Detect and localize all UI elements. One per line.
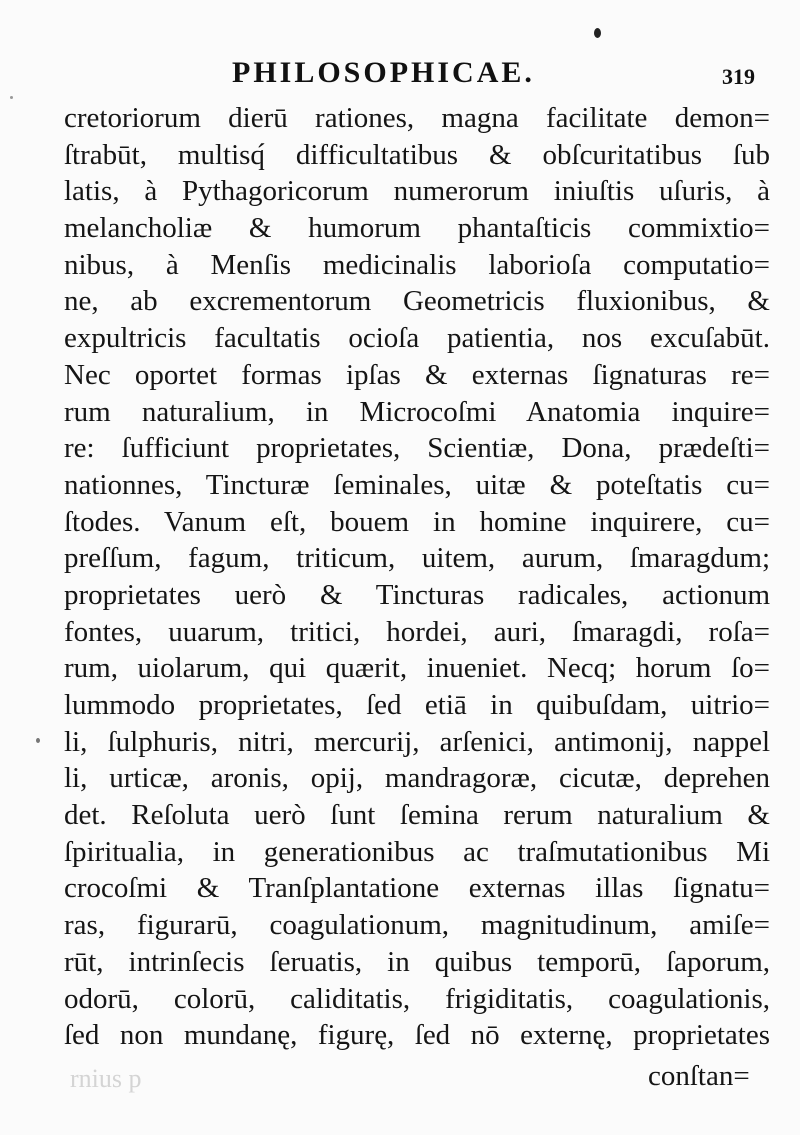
text-line: melancholiæ & humorum phantaſticis commixtio= — [64, 212, 770, 245]
text-line: ſtodes. Vanum eſt, bouem in homine inquirere, cu= — [64, 505, 770, 538]
text-line: latis, à Pythagoricorum numerorum iniuſtis uſuris, à — [64, 175, 770, 208]
text-line: ſtrabūt, multisq́ difficultatibus & obſcuritatibus ſub — [64, 138, 770, 171]
body-text — [64, 100, 770, 1054]
page-number: 319 — [722, 64, 755, 89]
text-line: li, urticæ, aronis, opij, mandragoræ, cicutæ, deprehen — [64, 762, 770, 795]
text-line: ne, ab excrementorum Geometricis fluxionibus, & — [64, 285, 770, 318]
ink-spot — [36, 738, 40, 743]
text-line: crocoſmi & Tranſplantatione externas illas ſignatu= — [64, 872, 770, 905]
text-line: cretoriorum dierū rationes, magna facilitate demon= — [64, 102, 770, 134]
ink-spot — [10, 96, 13, 99]
text-line: fontes, uuarum, tritici, hordei, auri, ſmaragdi, roſa= — [64, 615, 770, 648]
running-head: PHILOSOPHICAE. — [232, 56, 535, 89]
text-line: rūt, intrinſecis ſeruatis, in quibus temporū, ſaporum, — [64, 945, 770, 978]
text-line: preſſum, fagum, triticum, uitem, aurum, ſmaragdum; — [64, 542, 770, 575]
text-line: det. Reſoluta uerò ſunt ſemina rerum naturalium & — [64, 799, 770, 832]
page-header — [0, 56, 800, 100]
show-through-text: rnius p — [70, 1064, 142, 1093]
text-line: re: ſufficiunt proprietates, Scientiæ, Dona, prædeſti= — [64, 432, 770, 465]
text-line: nibus, à Menſis medicinalis laborioſa computatio= — [64, 248, 770, 281]
text-line: nationnes, Tincturæ ſeminales, uitæ & poteſtatis cu= — [64, 468, 770, 501]
text-line: li, ſulphuris, nitri, mercurij, arſenici, antimonij, nappel — [64, 725, 770, 758]
text-line: Nec oportet formas ipſas & externas ſignaturas re= — [64, 358, 770, 391]
text-line: lummodo proprietates, ſed etiā in quibuſdam, uitrio= — [64, 689, 770, 721]
text-line: expultricis facultatis ocioſa patientia, nos excuſabūt. — [64, 322, 770, 355]
text-line: proprietates uerò & Tincturas radicales, actionum — [64, 578, 770, 611]
catchword: conſtan= — [648, 1060, 750, 1092]
text-line: ras, figurarū, coagulationum, magnitudinum, amiſe= — [64, 909, 770, 942]
text-line: ſed non mundanę, figurę, ſed nō externę, proprietates — [64, 1019, 770, 1052]
text-line: rum naturalium, in Microcoſmi Anatomia inquire= — [64, 395, 770, 428]
ink-spot — [594, 28, 601, 38]
text-line: odorū, colorū, caliditatis, frigiditatis, coagulationis, — [64, 982, 770, 1015]
text-line: ſpiritualia, in generationibus ac traſmutationibus Mi — [64, 835, 770, 868]
text-line: rum, uiolarum, qui quærit, inueniet. Necq; horum ſo= — [64, 652, 770, 685]
